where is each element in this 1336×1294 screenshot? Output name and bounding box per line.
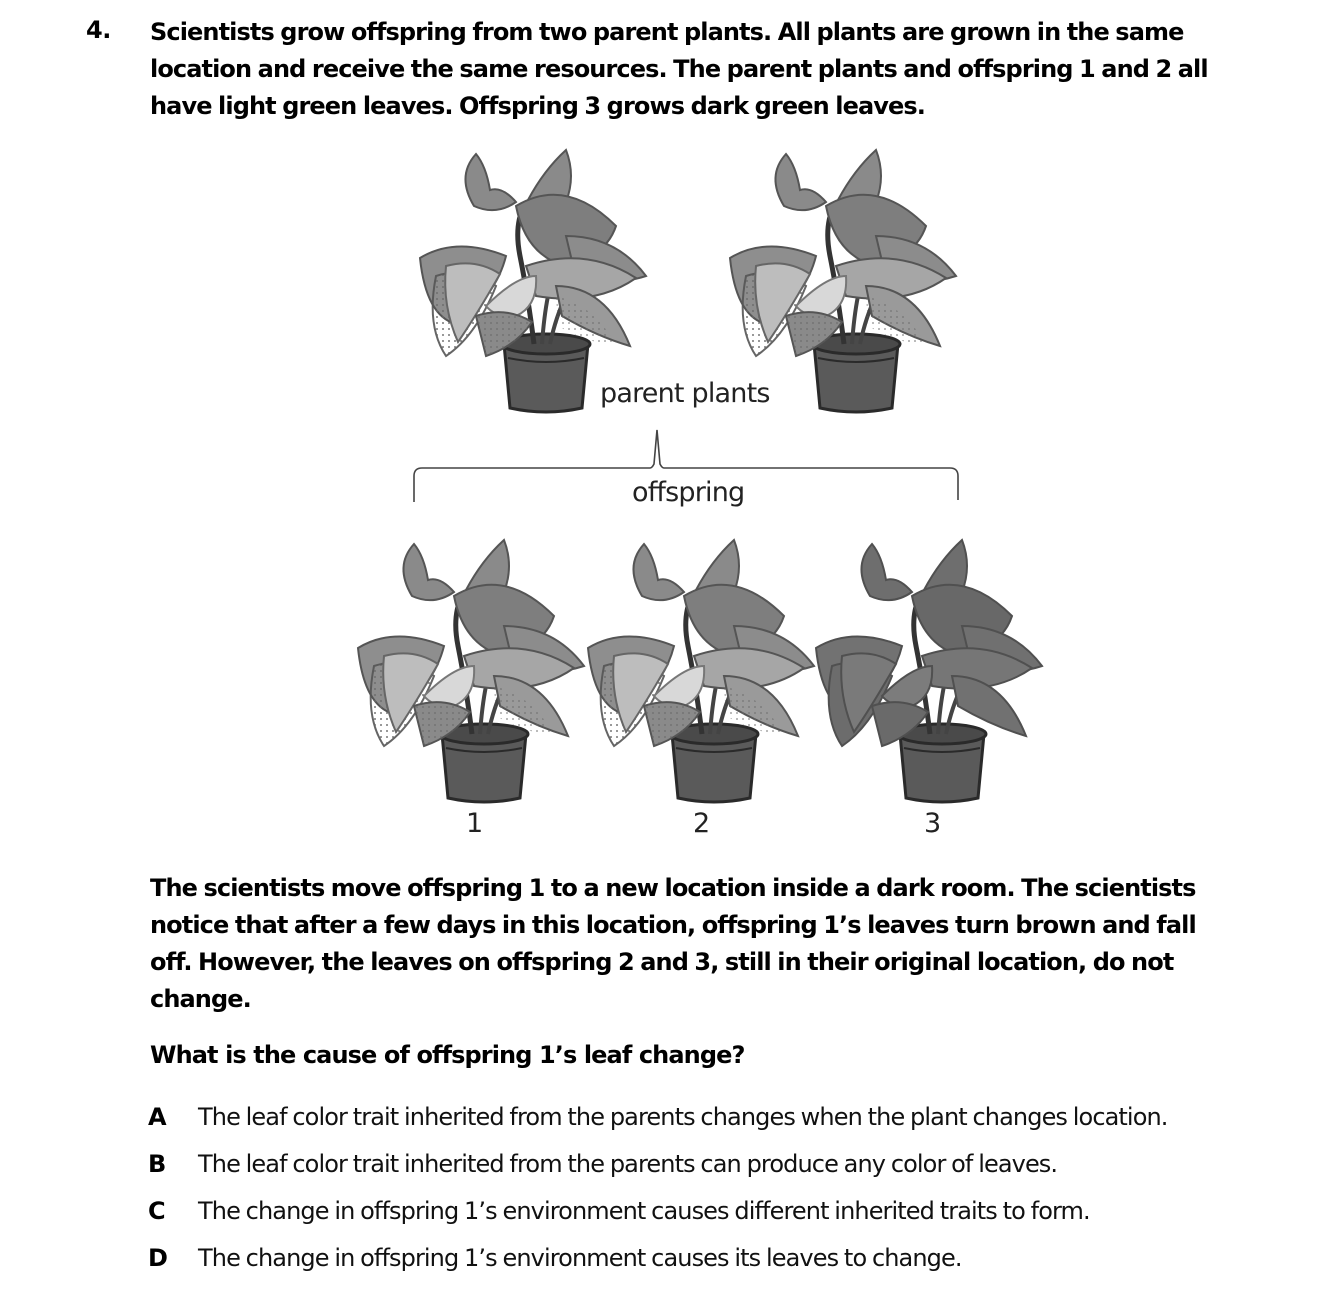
choice-a[interactable] xyxy=(148,1103,1168,1150)
choice-letter: C xyxy=(148,1197,166,1225)
choice-text: The change in offspring 1’s environment causes different inherited traits to form. xyxy=(198,1197,1090,1225)
choice-d[interactable] xyxy=(148,1244,1168,1291)
choice-b[interactable] xyxy=(148,1150,1168,1197)
stem-line: location and receive the same resources. The parent plants and offspring 1 and 2 all xyxy=(150,55,1208,83)
offspring-number-2: 2 xyxy=(693,808,710,839)
offspring-number-3: 3 xyxy=(924,808,941,839)
choice-letter: D xyxy=(148,1244,168,1272)
scenario-line: off. However, the leaves on offspring 2 and 3, still in their original location, do not xyxy=(150,948,1174,976)
offspring-1-plant-icon xyxy=(354,536,594,806)
offspring-3-plant-icon xyxy=(812,536,1052,806)
question-prompt: What is the cause of offspring 1’s leaf change? xyxy=(150,1041,745,1069)
parent-plant-left-icon xyxy=(416,146,656,416)
scenario-line: change. xyxy=(150,985,251,1013)
offspring-label: offspring xyxy=(632,477,745,508)
answer-choices xyxy=(148,1103,1168,1291)
scenario-line: The scientists move offspring 1 to a new location inside a dark room. The scientists xyxy=(150,874,1196,902)
parent-plant-right-icon xyxy=(726,146,966,416)
choice-text: The leaf color trait inherited from the parents changes when the plant changes location. xyxy=(198,1103,1168,1131)
offspring-2-plant-icon xyxy=(584,536,824,806)
choice-text: The change in offspring 1’s environment causes its leaves to change. xyxy=(198,1244,962,1272)
choice-letter: B xyxy=(148,1150,167,1178)
question-number: 4. xyxy=(86,16,111,44)
choice-text: The leaf color trait inherited from the parents can produce any color of leaves. xyxy=(198,1150,1058,1178)
offspring-number-1: 1 xyxy=(466,808,483,839)
choice-letter: A xyxy=(148,1103,167,1131)
choice-c[interactable] xyxy=(148,1197,1168,1244)
parent-plants-label: parent plants xyxy=(600,378,770,409)
scenario-paragraph xyxy=(150,870,1300,1018)
stem-line: have light green leaves. Offspring 3 grows dark green leaves. xyxy=(150,92,925,120)
stem-line: Scientists grow offspring from two parent plants. All plants are grown in the same xyxy=(150,18,1184,46)
scenario-line: notice that after a few days in this location, offspring 1’s leaves turn brown and fall xyxy=(150,911,1196,939)
